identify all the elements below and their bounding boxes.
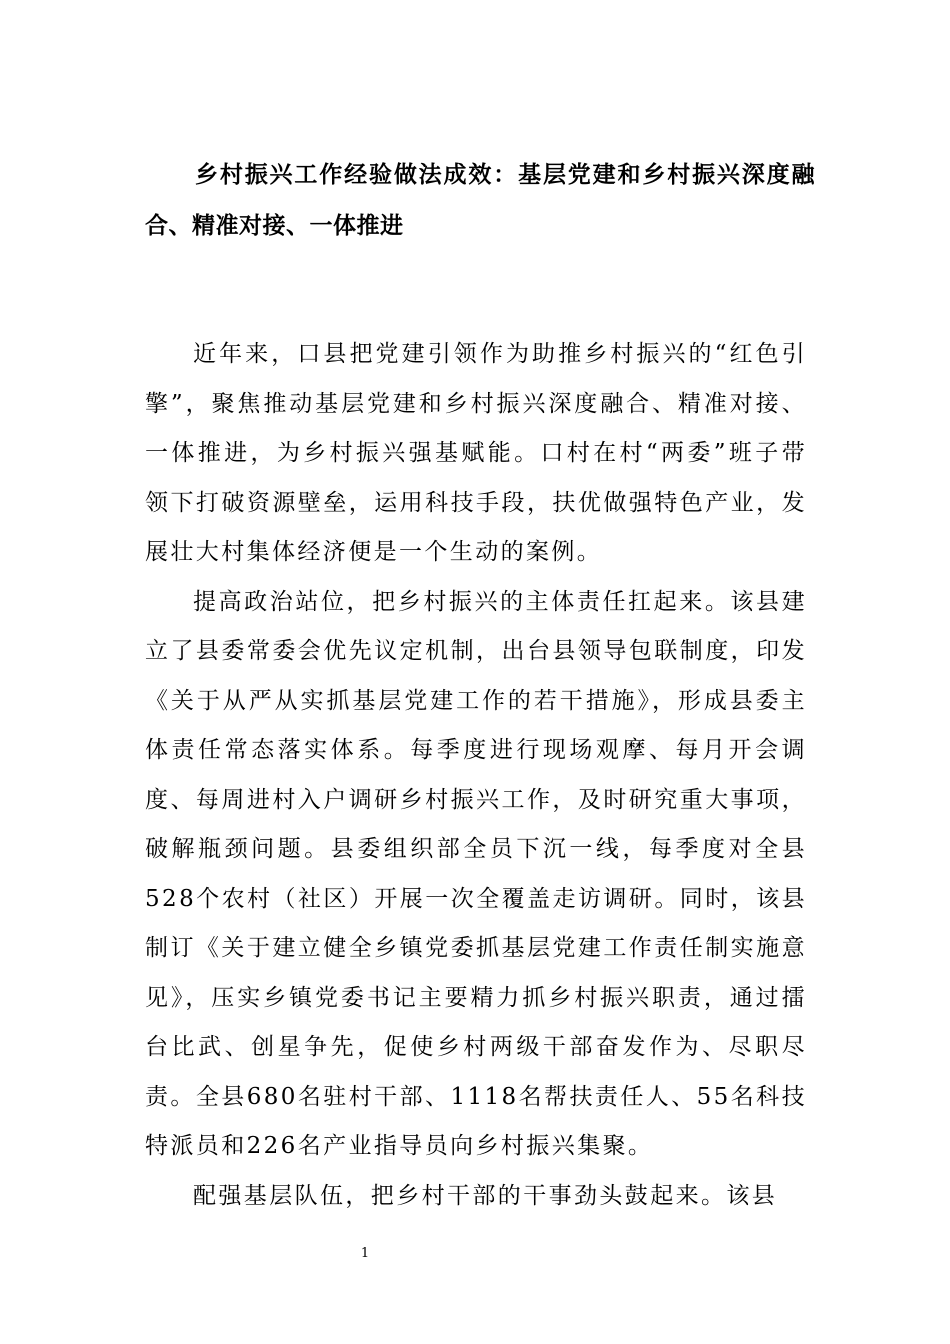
document-title: 乡村振兴工作经验做法成效：基层党建和乡村振兴深度融合、精准对接、一体推进 — [145, 162, 815, 239]
document-body — [145, 330, 807, 1221]
paragraph-political-responsibility: 提高政治站位，把乡村振兴的主体责任扛起来。该县建立了县委常委会优先议定机制，出台县领导包联制度，印发《关于从严从实抓基层党建工作的若干措施》，形成县委主体责任常态落实体系。每季度进行现场观摩、每月开会调度、每周进村入户调研乡村振兴工作，及时研究重大事项，破解瓶颈问题。县委组织部全员下沉一线，每季度对全县528个农村（社区）开展一次全覆盖走访调研。同时，该县制订《关于建立健全乡镇党委抓基层党建工作责任制实施意见》，压实乡镇党委书记主要精力抓乡村振兴职责，通过擂台比武、创星争先，促使乡村两级干部奋发作为、尽职尽责。全县680名驻村干部、1118名帮扶责任人、55名科技特派员和226名产业指导员向乡村振兴集聚。 — [145, 588, 807, 1159]
page-number: 1 — [360, 1246, 370, 1261]
paragraph-grassroots-team: 配强基层队伍，把乡村干部的干事劲头鼓起来。该县 — [193, 1182, 778, 1209]
paragraph-intro: 近年来，口县把党建引领作为助推乡村振兴的“红色引擎”，聚焦推动基层党建和乡村振兴深度融合、精准对接、一体推进，为乡村振兴强基赋能。口村在村“两委”班子带领下打破资源壁垒，运用科技手段，扶优做强特色产业，发展壮大村集体经济便是一个生动的案例。 — [145, 341, 807, 565]
